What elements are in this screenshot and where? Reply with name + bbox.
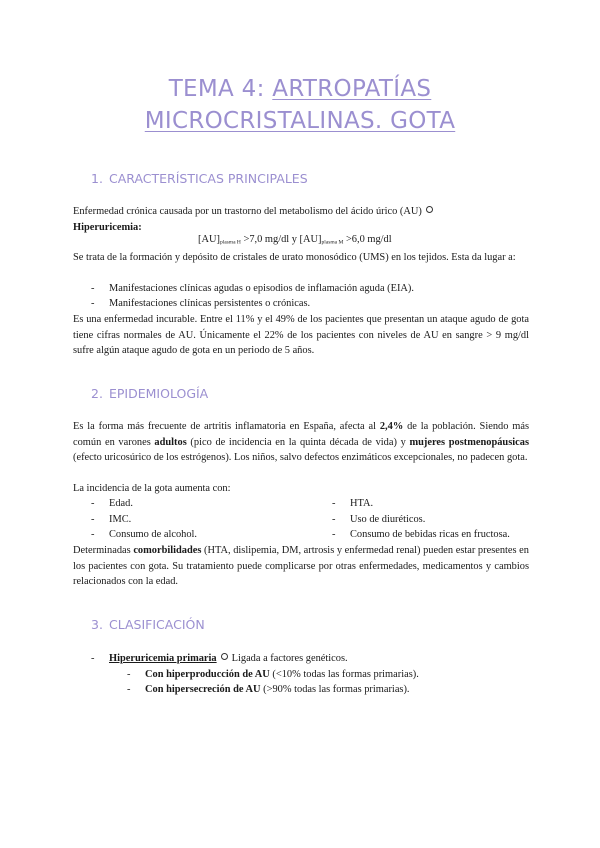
dash-icon: - — [91, 283, 95, 294]
dash-icon: - — [91, 653, 95, 664]
list-item — [332, 496, 373, 512]
s2-para2: La incidencia de la gota aumenta con: — [73, 483, 231, 494]
title-underlined-2: MICROCRISTALINAS. GOTA — [144, 108, 456, 134]
circle-bullet-icon — [221, 653, 228, 660]
section-heading-1 — [91, 171, 308, 186]
text: Determinadas — [73, 545, 134, 556]
bold-text: comorbilidades — [133, 545, 202, 556]
list-item-text: Consumo de alcohol. — [109, 529, 198, 540]
s1-para3: Es una enfermedad incurable. Entre el 11% y el 49% de los pacientes que presentan un ataque agudo de gota tiene cifras normales de AU. Únicamente el 22% de los pacientes con niveles de AU en sangre > 9 mg/dl sufre algún ataque agudo de gota en un periodo de 5 años. — [73, 314, 529, 356]
list-item — [91, 496, 133, 512]
dash-icon: - — [91, 514, 95, 525]
list-item — [91, 512, 131, 528]
formula-part: >7,0 mg/dl y [AU] — [240, 234, 322, 245]
list-item — [91, 527, 197, 543]
au-formula — [198, 234, 392, 246]
hyperuricemia-term: Hiperuricemia — [73, 221, 139, 233]
list-item-text: Manifestaciones clínicas agudas o episodios de inflamación aguda (EIA). — [109, 283, 414, 294]
list-item — [332, 512, 425, 528]
dash-icon: - — [91, 498, 95, 509]
formula-part: [AU] — [198, 234, 220, 245]
text: de la población. Siendo más común en varones — [73, 421, 530, 448]
list-item-text: Manifestaciones clínicas persistentes o crónicas. — [109, 298, 311, 309]
list-item — [91, 651, 348, 667]
bold-text: 2,4% — [379, 421, 404, 432]
list-item — [91, 296, 310, 312]
dash-icon: - — [332, 514, 336, 525]
primary-label: Hiperuricemia primaria — [109, 653, 217, 664]
circle-bullet-icon — [426, 206, 433, 213]
formula-subscript: plasma M — [321, 239, 344, 246]
dash-icon: - — [127, 669, 131, 680]
title-line-2 — [0, 105, 600, 137]
section-title: CLASIFICACIÓN — [109, 617, 205, 632]
list-item-text: IMC. — [109, 514, 132, 525]
list-item-text: Consumo de bebidas ricas en fructosa. — [350, 529, 510, 540]
page-title — [0, 73, 600, 137]
bold-text: Con hipersecreción de AU — [145, 684, 261, 695]
s1-intro — [73, 204, 529, 235]
bold-text: adultos — [154, 436, 187, 448]
dash-icon: - — [91, 529, 95, 540]
dash-icon: - — [332, 498, 336, 509]
dash-icon: - — [91, 298, 95, 309]
title-line-1 — [0, 73, 600, 105]
section-title: EPIDEMIOLOGÍA — [109, 386, 209, 401]
section-heading-3 — [91, 617, 205, 632]
list-item-text: (>90% todas las formas primarias). — [260, 684, 410, 695]
list-item — [127, 667, 419, 683]
text: (efecto uricosúrico de los estrógenos). Los niños, salvo defectos enzimáticos excepcionales, no padecen gota. — [73, 452, 528, 463]
s1-para2: Se trata de la formación y depósito de cristales de urato monosódico (UMS) en los tejidos. Esta da lugar a: — [73, 252, 516, 263]
bold-text: Con hiperproducción de AU — [145, 669, 270, 680]
text: (HTA, dislipemia, DM, artrosis y enfermedad renal) pueden estar presentes en los pacientes con gota. Su tratamiento puede complicarse por otras enfermedades, medicamentos y cambios relacionados con la edad. — [73, 545, 529, 587]
dash-icon: - — [332, 529, 336, 540]
s2-para1 — [73, 419, 529, 466]
section-number: 3. — [91, 617, 103, 632]
s2-para3 — [73, 543, 529, 590]
section-number: 2. — [91, 386, 103, 401]
intro-line-2 — [73, 220, 529, 236]
list-item — [332, 527, 510, 543]
bold-text: mujeres postmenopáusicas — [409, 436, 529, 448]
dash-icon: - — [127, 684, 131, 695]
list-item-text: HTA. — [350, 498, 374, 509]
list-item-text: Ligada a factores genéticos. — [231, 653, 348, 664]
section-heading-2 — [91, 386, 208, 401]
list-item — [91, 281, 414, 297]
list-item-text: Edad. — [109, 498, 133, 509]
list-item — [127, 682, 410, 698]
formula-part: >6,0 mg/dl — [343, 234, 392, 245]
title-underlined-1: ARTROPATÍAS — [272, 76, 432, 102]
list-item-text: (<10% todas las formas primarias). — [269, 669, 419, 680]
text: (pico de incidencia en la quinta década de vida) y — [186, 436, 410, 448]
title-prefix: TEMA 4: — [168, 76, 273, 102]
section-title: CARACTERÍSTICAS PRINCIPALES — [109, 171, 308, 186]
list-item-text: Uso de diuréticos. — [350, 514, 426, 525]
formula-subscript: plasma H — [219, 239, 241, 246]
intro-text: Enfermedad crónica causada por un trastorno del metabolismo del ácido úrico (AU) — [73, 206, 422, 217]
text: Es la forma más frecuente de artritis inflamatoria en España, afecta al — [73, 421, 380, 432]
colon: : — [138, 221, 142, 233]
section-number: 1. — [91, 171, 103, 186]
